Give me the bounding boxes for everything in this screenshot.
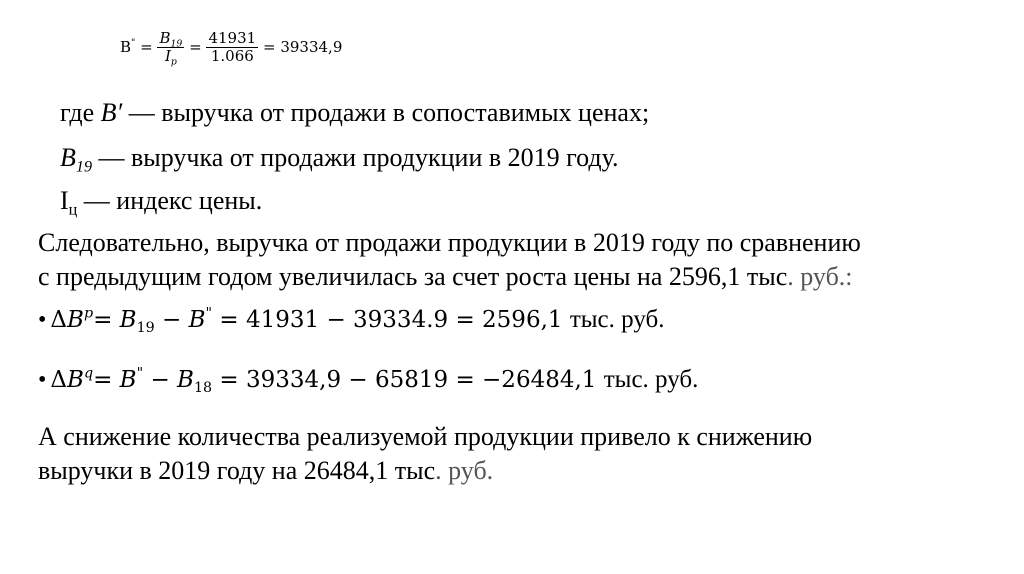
bullet-marker: • — [38, 367, 47, 393]
fraction-den-value: 1.066 — [210, 47, 254, 66]
formula-numeric-fraction — [206, 30, 258, 66]
price-effect-calculation: = 41931 − 39334.9 = 2596,1 — [219, 307, 563, 333]
unit-label: тыс. руб. — [603, 366, 699, 393]
bullet-quantity-effect: • $\Delta B^q= B^" - B_{18} = 39334,9 - 65819 = -26484,1$ тыс. руб. — [38, 365, 699, 396]
formula-symbolic-fraction — [157, 30, 184, 66]
fraction-num-value: 41931 — [208, 29, 257, 47]
formula-result: 39334,9 — [280, 37, 343, 56]
formula-eq2: = — [189, 37, 202, 56]
definition-line-price-index: $I_ц$ — индекс цены. — [60, 186, 263, 219]
formula-eq1: = — [140, 37, 153, 56]
definition-line-b19: $B_{19}$ — выручка от продажи продукции в 2019 году. — [60, 143, 619, 176]
price-adjusted-revenue-formula — [120, 30, 342, 66]
formula-eq3: = — [262, 37, 276, 56]
formula-lhs-mark: " — [131, 37, 136, 49]
conclusion-quantity-line-1: А снижение количества реализуемой продукции привело к снижению — [38, 422, 813, 451]
bullet-marker: • — [38, 307, 47, 333]
symbol-b19: B — [60, 143, 76, 172]
bullet-price-effect: • $\Delta B^p= B_{19} - B^" = 41931 - 39334.9 = 2596,1$ тыс. руб. — [38, 305, 665, 336]
fraction-den-symbol: I — [164, 47, 171, 66]
formula-lhs: В — [120, 37, 132, 56]
symbol-price-index: I — [60, 186, 69, 215]
fraction-num-subscript: 19 — [170, 38, 183, 50]
conclusion-quantity-line-2: выручки в 2019 году на 26484,1 тыс. руб. — [38, 456, 494, 485]
definition-line-b-prime: где B′ — выручка от продажи в сопоставимых ценах; — [60, 98, 650, 127]
conclusion-price-line-2: с предыдущим годом увеличилась за счет роста цены на 2596,1 тыс. руб.: — [38, 262, 853, 291]
symbol-b-prime: B′ — [100, 98, 123, 127]
quantity-effect-calculation: = 39334,9 − 65819 = −26484,1 — [219, 367, 597, 393]
unit-label: тыс. руб. — [569, 306, 665, 333]
fraction-num-symbol: B — [159, 29, 171, 47]
fraction-den-subscript: p — [170, 56, 177, 68]
conclusion-price-line-1: Следовательно, выручка от продажи продукции в 2019 году по сравнению — [38, 228, 861, 257]
